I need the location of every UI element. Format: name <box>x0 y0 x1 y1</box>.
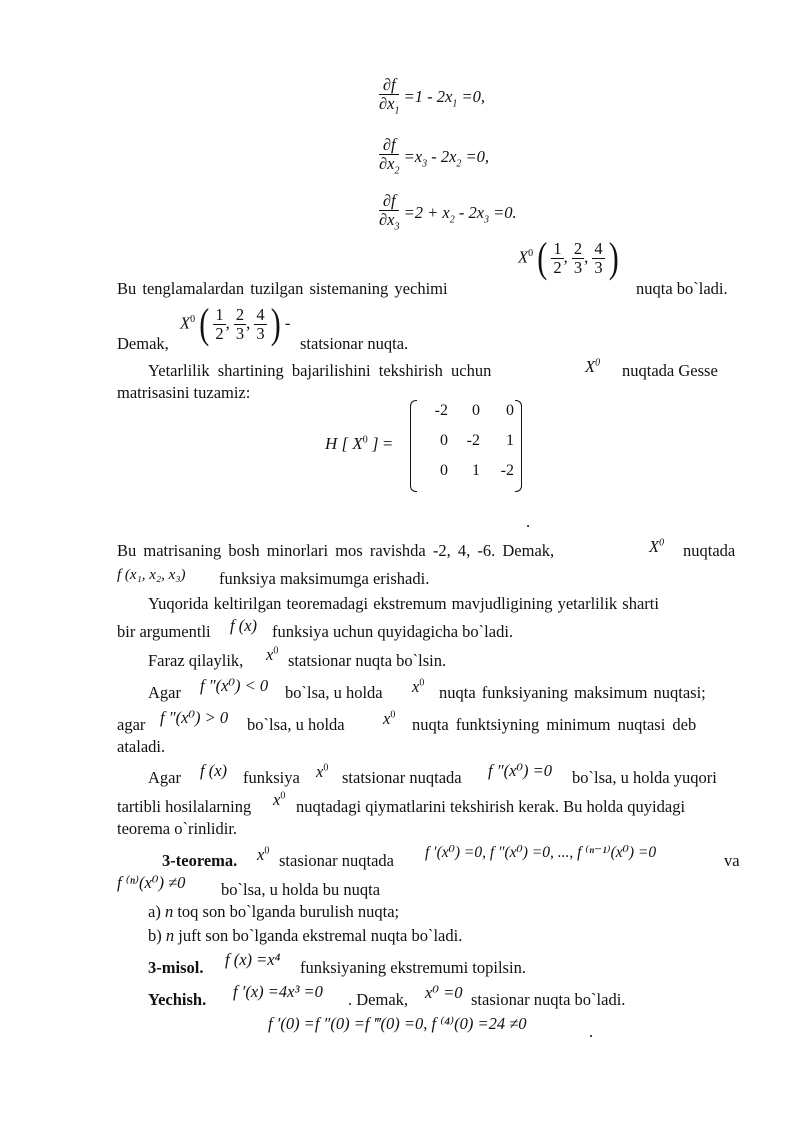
solution-x0: x⁰ =0 <box>425 983 463 1002</box>
dot: . <box>526 512 531 531</box>
condition-max: f ″(x⁰) < 0 <box>200 676 269 695</box>
paragraph-6-b: statsionar nuqta bo`lsin. <box>288 651 447 670</box>
example-title: 3-misol. <box>148 958 204 977</box>
paragraph-3-line2: matrisasini tuzamiz: <box>117 383 251 402</box>
paragraph-3-line1b: nuqtada Gesse <box>622 361 718 380</box>
theorem-item-a: a) n toq son bo`lganda burulish nuqta; <box>148 902 400 921</box>
agar-3: Agar <box>148 768 181 787</box>
x0-lower: $x^0$ <box>273 790 286 809</box>
theorem-a: stasionar nuqtada <box>279 851 395 870</box>
solution-derivative: f ′(x) =4x³ =0 <box>233 982 323 1001</box>
condition-zero: f ″(x⁰) =0 <box>488 761 553 780</box>
function-f-x: f (x) <box>230 616 258 635</box>
example-function: f (x) =x⁴ <box>225 950 281 969</box>
function-f-x: f (x) <box>200 761 228 780</box>
solution-title: Yechish. <box>148 990 207 1009</box>
condition-min: f ″(x⁰) > 0 <box>160 708 229 727</box>
partial-fraction: $\frac{\partial f}{\partial x_1}$ <box>379 75 400 117</box>
paragraph-1-start: Bu tenglamalardan tuzilgan sistemaning yechimi <box>117 279 448 298</box>
matrix-cell: 0 <box>472 402 480 419</box>
x0-lower: $x^0$ <box>316 762 329 781</box>
point-x0-formula: $X^0$ ( $\frac{1}{2}$ , $\frac{2}{3}$ , $\frac{4}{3}$ ) <box>518 234 619 281</box>
text-3: bo`lsa, u holda <box>247 715 345 734</box>
example-text: funksiyaning ekstremumi topilsin. <box>300 958 526 977</box>
x0-lower: $x^0$ <box>412 677 425 696</box>
x0-lower: $x^0$ <box>383 709 396 728</box>
matrix-cell: -2 <box>466 432 480 449</box>
agar-2: agar <box>117 715 146 734</box>
solution-b: stasionar nuqta bo`ladi. <box>471 990 626 1009</box>
theorem-va: va <box>724 851 740 870</box>
matrix-cell: 0 <box>506 402 514 419</box>
text-a: funksiya <box>243 768 300 787</box>
paragraph-4-line1a: Bu matrisaning bosh minorlari mos ravishda -2, 4, -6. Demak, <box>117 541 555 560</box>
paragraph-6-a: Faraz qilaylik, <box>148 651 244 670</box>
point-x0-formula-2: $X^0$ ( $\frac{1}{2}$ , $\frac{2}{3}$ , $\frac{4}{3}$ ) - <box>180 300 291 347</box>
solution-end: . <box>589 1022 594 1041</box>
matrix-cell: 0 <box>440 432 448 449</box>
equation-2: $\frac{\partial f}{\partial x_2}$ $=x_3 - 2x_2 =0$, <box>379 136 489 180</box>
paragraph-3-line1a: Yetarlilik shartining bajarilishini tekshirish uchun <box>148 361 492 380</box>
theorem-b: bo`lsa, u holda bu nuqta <box>221 880 381 899</box>
matrix-cell: -2 <box>434 402 448 419</box>
x0-symbol: $X^0$ <box>585 357 601 376</box>
matrix-cell: 0 <box>440 462 448 479</box>
x0-lower: $x^0$ <box>266 645 279 664</box>
solution-line2: f ′(0) =f ″(0) =f ‴(0) =0, f ⁽⁴⁾(0) =24 ≠0 <box>268 1014 527 1033</box>
paragraph-5-line2b: funksiya uchun quyidagicha bo`ladi. <box>272 622 514 641</box>
matrix-cell: 1 <box>506 432 514 449</box>
theorem-item-b: b) n juft son bo`lganda ekstremal nuqta bo`ladi. <box>148 926 463 945</box>
paragraph-5-line2a: bir argumentli <box>117 622 211 641</box>
text-1: bo`lsa, u holda <box>285 683 383 702</box>
paragraph-1-end: nuqta bo`ladi. <box>636 279 728 298</box>
partial-fraction: $\frac{\partial f}{\partial x_3}$ <box>379 191 400 233</box>
hessian-matrix <box>410 398 522 494</box>
text-b: statsionar nuqtada <box>342 768 462 787</box>
equation-1: $\frac{\partial f}{\partial x_1}$ $=1 - 2x_1 =0$, <box>379 76 485 120</box>
hessian-label: H [ $X^0$ ] = <box>325 434 393 453</box>
solution-a: . Demak, <box>348 990 409 1009</box>
text-c: bo`lsa, u holda yuqori <box>572 768 717 787</box>
paragraph-2-start: Demak, <box>117 334 169 353</box>
theorem-title: 3-teorema. <box>162 851 238 870</box>
paragraph-5-line1: Yuqorida keltirilgan teoremadagi ekstremum mavjudligining yetarlilik sharti <box>148 594 659 613</box>
text-2: nuqta funksiyaning maksimum nuqtasi; <box>439 683 706 702</box>
equation-3: $\frac{\partial f}{\partial x_3}$ $=2 + x_2 - 2x_3 =0$. <box>379 192 517 236</box>
function-f-x1x2x3: f (x₁, x₂, x₃) <box>117 567 186 583</box>
paragraph-2-end: statsionar nuqta. <box>300 334 409 353</box>
matrix-cell: -2 <box>500 462 514 479</box>
paragraph-4-line1b: nuqtada <box>683 541 736 560</box>
partial-fraction: $\frac{\partial f}{\partial x_2}$ <box>379 135 400 177</box>
paragraph-4-line2: funksiya maksimumga erishadi. <box>219 569 430 588</box>
x0-lower: $x^0$ <box>257 845 270 864</box>
matrix-cell: 1 <box>472 462 480 479</box>
theorem-cond2: f ⁽ⁿ⁾(x⁰) ≠0 <box>117 873 186 892</box>
line2b: nuqtadagi qiymatlarini tekshirish kerak. Bu holda quyidagi <box>296 797 686 816</box>
agar-1: Agar <box>148 683 181 702</box>
line2a: tartibli hosilalarning <box>117 797 252 816</box>
text-5: ataladi. <box>117 737 166 756</box>
x0-symbol: $X^0$ <box>649 537 665 556</box>
theorem-conditions: f ′(x⁰) =0, f ″(x⁰) =0, ..., f ⁽ⁿ⁻¹⁾(x⁰) =0 <box>425 844 657 861</box>
line3: teorema o`rinlidir. <box>117 819 238 838</box>
text-4: nuqta funktsiyning minimum nuqtasi deb <box>412 715 697 734</box>
